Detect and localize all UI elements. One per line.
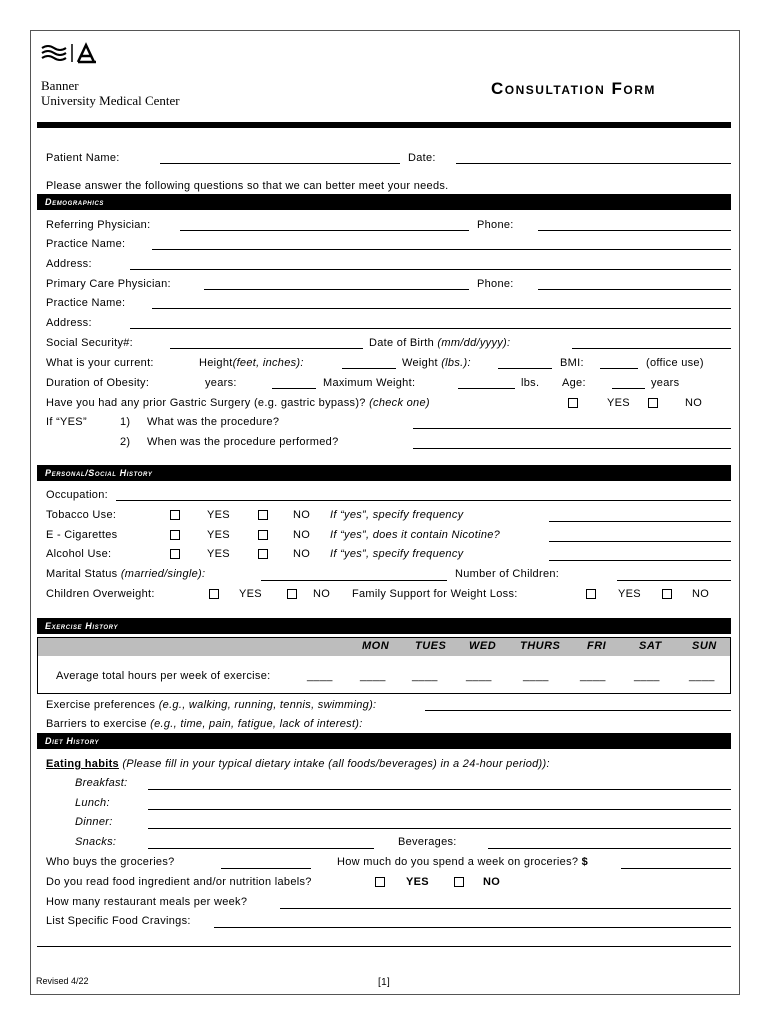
address-label-2: Address: xyxy=(46,317,92,329)
weight-text: Weight xyxy=(402,357,438,369)
exercise-preferences-field[interactable] xyxy=(425,710,731,711)
q1-number: 1) xyxy=(120,416,131,428)
form-title: Consultation Form xyxy=(491,79,656,98)
pcp-label: Primary Care Physician: xyxy=(46,278,171,290)
gastric-surgery-text: Have you had any prior Gastric Surgery (e.g. gastric bypass)? xyxy=(46,397,366,409)
section-exercise: Exercise History xyxy=(37,618,731,634)
years-label-1: years: xyxy=(205,377,237,389)
section-diet: Diet History xyxy=(37,733,731,749)
date-field[interactable] xyxy=(456,163,731,164)
referring-physician-field[interactable] xyxy=(180,230,469,231)
children-count-label: Number of Children: xyxy=(455,568,560,580)
day-sun: SUN xyxy=(692,640,717,652)
ssn-field[interactable] xyxy=(170,348,363,349)
occupation-field[interactable] xyxy=(116,500,731,501)
bmi-label: BMI: xyxy=(560,357,584,369)
hours-field-tues[interactable]: ____ xyxy=(412,670,438,682)
if-yes-label: If “YES” xyxy=(46,416,87,428)
current-label: What is your current: xyxy=(46,357,154,369)
surgery-no-checkbox[interactable] xyxy=(648,398,658,408)
alcohol-yes-label: YES xyxy=(207,548,230,560)
labels-yes-checkbox[interactable] xyxy=(375,877,385,887)
tobacco-no-label: NO xyxy=(293,509,311,521)
height-unit: (feet, inches): xyxy=(232,357,304,369)
dob-label xyxy=(369,337,510,349)
weight-field[interactable] xyxy=(498,368,552,369)
max-weight-field[interactable] xyxy=(458,388,515,389)
surgery-yes-checkbox[interactable] xyxy=(568,398,578,408)
prefs-text: Exercise preferences xyxy=(46,699,156,711)
lunch-label: Lunch: xyxy=(75,797,110,809)
day-thurs: THURS xyxy=(520,640,561,652)
tobacco-yes-label: YES xyxy=(207,509,230,521)
weight-unit: (lbs.): xyxy=(441,357,471,369)
groceries-buyer-field[interactable] xyxy=(221,868,311,869)
marital-status-field[interactable] xyxy=(261,580,447,581)
patient-name-field[interactable] xyxy=(160,163,400,164)
occupation-label: Occupation: xyxy=(46,489,109,501)
phone-field-2[interactable] xyxy=(538,289,731,290)
day-fri: FRI xyxy=(587,640,607,652)
avg-hours-label: Average total hours per week of exercise: xyxy=(56,670,271,682)
children-count-field[interactable] xyxy=(617,580,731,581)
q2-number: 2) xyxy=(120,436,131,448)
exercise-preferences-label xyxy=(46,699,376,711)
grocery-spend-text: How much do you spend a week on groceries? xyxy=(337,856,579,868)
prefs-examples: (e.g., walking, running, tennis, swimming): xyxy=(158,699,377,711)
intro-text: Please answer the following questions so that we can better meet your needs. xyxy=(46,180,449,192)
tobacco-label: Tobacco Use: xyxy=(46,509,117,521)
labels-no-label: NO xyxy=(483,876,501,888)
practice-name-label-2: Practice Name: xyxy=(46,297,126,309)
day-sat: SAT xyxy=(639,640,662,652)
section-demographics: Demographics xyxy=(37,194,731,210)
dollar-sign: $ xyxy=(581,856,589,868)
hours-field-sat[interactable]: ____ xyxy=(634,670,660,682)
extra-line-field[interactable] xyxy=(37,946,731,947)
address-field-2[interactable] xyxy=(130,328,731,329)
beverages-field[interactable] xyxy=(488,848,731,849)
tobacco-yes-checkbox[interactable] xyxy=(170,510,180,520)
ssn-label: Social Security#: xyxy=(46,337,134,349)
ecig-yes-checkbox[interactable] xyxy=(170,530,180,540)
phone-label-1: Phone: xyxy=(477,219,514,231)
alcohol-no-checkbox[interactable] xyxy=(258,549,268,559)
family-support-yes-label: YES xyxy=(618,588,641,600)
alcohol-frequency-label: If “yes”, specify frequency xyxy=(330,548,464,560)
procedure-field[interactable] xyxy=(413,428,731,429)
grocery-spend-label xyxy=(337,856,588,868)
years-field[interactable] xyxy=(272,388,316,389)
procedure-question: What was the procedure? xyxy=(147,416,280,428)
procedure-date-field[interactable] xyxy=(413,448,731,449)
day-wed: WED xyxy=(469,640,497,652)
family-support-no-checkbox[interactable] xyxy=(662,589,672,599)
children-overweight-no-label: NO xyxy=(313,588,331,600)
tobacco-no-checkbox[interactable] xyxy=(258,510,268,520)
ecig-label: E - Cigarettes xyxy=(46,529,118,541)
marital-text: Marital Status xyxy=(46,568,118,580)
obesity-duration-label: Duration of Obesity: xyxy=(46,377,150,389)
restaurant-meals-field[interactable] xyxy=(280,908,731,909)
page-number: [1] xyxy=(378,977,391,988)
dob-field[interactable] xyxy=(572,348,731,349)
years-label-2: years xyxy=(651,377,680,389)
alcohol-yes-checkbox[interactable] xyxy=(170,549,180,559)
hours-field-sun[interactable]: ____ xyxy=(689,670,715,682)
date-label: Date: xyxy=(408,152,436,164)
nutrition-labels-question: Do you read food ingredient and/or nutrition labels? xyxy=(46,876,312,888)
age-label: Age: xyxy=(562,377,586,389)
marital-options: (married/single): xyxy=(120,568,206,580)
check-one-note: (check one) xyxy=(369,397,430,409)
marital-status-label xyxy=(46,568,205,580)
grocery-spend-field[interactable] xyxy=(621,868,731,869)
children-overweight-label: Children Overweight: xyxy=(46,588,155,600)
max-weight-label: Maximum Weight: xyxy=(323,377,416,389)
header-rule xyxy=(37,122,731,128)
practice-name-field-2[interactable] xyxy=(152,308,731,309)
snacks-label: Snacks: xyxy=(75,836,117,848)
barriers-text: Barriers to exercise xyxy=(46,718,147,730)
procedure-date-question: When was the procedure performed? xyxy=(147,436,339,448)
family-support-label: Family Support for Weight Loss: xyxy=(352,588,518,600)
ecig-yes-label: YES xyxy=(207,529,230,541)
ecig-no-label: NO xyxy=(293,529,311,541)
patient-name-label: Patient Name: xyxy=(46,152,120,164)
dob-format: (mm/dd/yyyy): xyxy=(437,337,511,349)
bmi-field[interactable] xyxy=(600,368,638,369)
hours-field-thurs[interactable]: ____ xyxy=(523,670,549,682)
beverages-label: Beverages: xyxy=(398,836,457,848)
barriers-label xyxy=(46,718,363,730)
age-field[interactable] xyxy=(612,388,645,389)
food-cravings-label: List Specific Food Cravings: xyxy=(46,915,191,927)
dinner-field[interactable] xyxy=(148,828,731,829)
alcohol-frequency-field[interactable] xyxy=(549,560,731,561)
snacks-field[interactable] xyxy=(148,848,374,849)
weight-label xyxy=(402,357,471,369)
labels-yes-label: YES xyxy=(406,876,429,888)
children-overweight-no-checkbox[interactable] xyxy=(287,589,297,599)
alcohol-label: Alcohol Use: xyxy=(46,548,112,560)
height-text: Height xyxy=(199,357,233,369)
eating-habits-text: Eating habits xyxy=(46,758,119,770)
food-cravings-field[interactable] xyxy=(214,927,731,928)
tobacco-frequency-field[interactable] xyxy=(549,521,731,522)
height-field[interactable] xyxy=(342,368,396,369)
surgery-yes-label: YES xyxy=(607,397,630,409)
day-mon: MON xyxy=(362,640,390,652)
address-label-1: Address: xyxy=(46,258,92,270)
ecig-no-checkbox[interactable] xyxy=(258,530,268,540)
breakfast-field[interactable] xyxy=(148,789,731,790)
section-personal-social: Personal/Social History xyxy=(37,465,731,481)
revised-date: Revised 4/22 xyxy=(36,976,89,986)
tobacco-frequency-label: If “yes”, specify frequency xyxy=(330,509,464,521)
eating-habits-note: (Please fill in your typical dietary intake (all foods/beverages) in a 24-hour period)): xyxy=(122,758,550,770)
restaurant-meals-label: How many restaurant meals per week? xyxy=(46,896,248,908)
office-use-label: (office use) xyxy=(646,357,704,369)
nicotine-question: If “yes”, does it contain Nicotine? xyxy=(330,529,501,541)
hours-field-mon[interactable]: ____ xyxy=(360,670,386,682)
family-support-no-label: NO xyxy=(692,588,710,600)
labels-no-checkbox[interactable] xyxy=(454,877,464,887)
nicotine-field[interactable] xyxy=(549,541,731,542)
barriers-examples: (e.g., time, pain, fatigue, lack of interest): xyxy=(150,718,363,730)
gastric-surgery-question xyxy=(46,397,430,409)
practice-name-label-1: Practice Name: xyxy=(46,238,126,250)
family-support-yes-checkbox[interactable] xyxy=(586,589,596,599)
phone-field-1[interactable] xyxy=(538,230,731,231)
address-field-1[interactable] xyxy=(130,269,731,270)
height-label xyxy=(199,357,304,369)
lunch-field[interactable] xyxy=(148,809,731,810)
referring-physician-label: Referring Physician: xyxy=(46,219,151,231)
breakfast-label: Breakfast: xyxy=(75,777,128,789)
org-name-line1: Banner xyxy=(41,78,79,93)
dinner-label: Dinner: xyxy=(75,816,113,828)
alcohol-no-label: NO xyxy=(293,548,311,560)
children-overweight-yes-label: YES xyxy=(239,588,262,600)
eating-habits-label xyxy=(46,758,550,770)
groceries-buyer-label: Who buys the groceries? xyxy=(46,856,175,868)
dob-text: Date of Birth xyxy=(369,337,435,349)
practice-name-field-1[interactable] xyxy=(152,249,731,250)
day-tues: TUES xyxy=(415,640,447,652)
surgery-no-label: NO xyxy=(685,397,703,409)
phone-label-2: Phone: xyxy=(477,278,514,290)
pcp-field[interactable] xyxy=(204,289,469,290)
hours-field-wed[interactable]: ____ xyxy=(466,670,492,682)
children-overweight-yes-checkbox[interactable] xyxy=(209,589,219,599)
banner-logo-icon xyxy=(40,42,108,67)
lbs-label: lbs. xyxy=(521,377,540,389)
hours-field-fri[interactable]: ____ xyxy=(580,670,606,682)
org-name-line2: University Medical Center xyxy=(41,93,180,108)
avg-hours-field-total[interactable]: ____ xyxy=(307,670,333,682)
